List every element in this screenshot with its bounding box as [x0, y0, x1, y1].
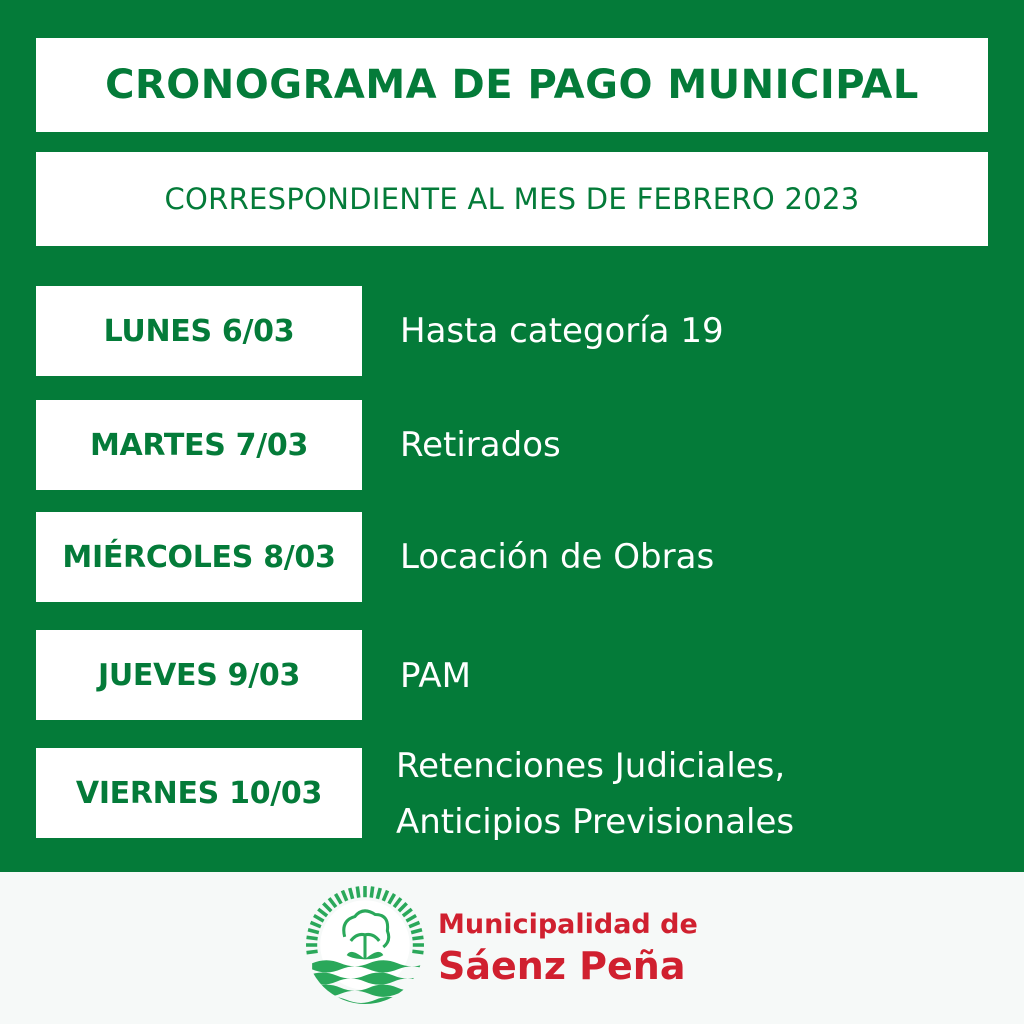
schedule-text-friday-line1: Retenciones Judiciales,	[396, 746, 786, 786]
municipality-brand	[438, 908, 698, 990]
page-subtitle: CORRESPONDIENTE AL MES DE FEBRERO 2023	[36, 152, 988, 246]
schedule-text-friday	[396, 738, 996, 850]
schedule-text-wednesday: Locación de Obras	[400, 537, 715, 577]
brand-line1: Municipalidad de	[438, 909, 698, 940]
page-title: CRONOGRAMA DE PAGO MUNICIPAL	[36, 38, 988, 132]
schedule-text-friday-line2: Anticipios Previsionales	[396, 802, 795, 842]
day-label-tuesday: MARTES 7/03	[36, 400, 362, 490]
day-label-wednesday: MIÉRCOLES 8/03	[36, 512, 362, 602]
day-label-friday: VIERNES 10/03	[36, 748, 362, 838]
day-label-thursday: JUEVES 9/03	[36, 630, 362, 720]
footer	[0, 872, 1024, 1024]
schedule-text-thursday: PAM	[400, 656, 471, 696]
day-label-monday: LUNES 6/03	[36, 286, 362, 376]
schedule-text-tuesday: Retirados	[400, 425, 561, 465]
brand-line2: Sáenz Peña	[438, 944, 686, 988]
cotton-sun-logo-icon	[304, 884, 426, 1006]
schedule-text-monday: Hasta categoría 19	[400, 311, 724, 351]
